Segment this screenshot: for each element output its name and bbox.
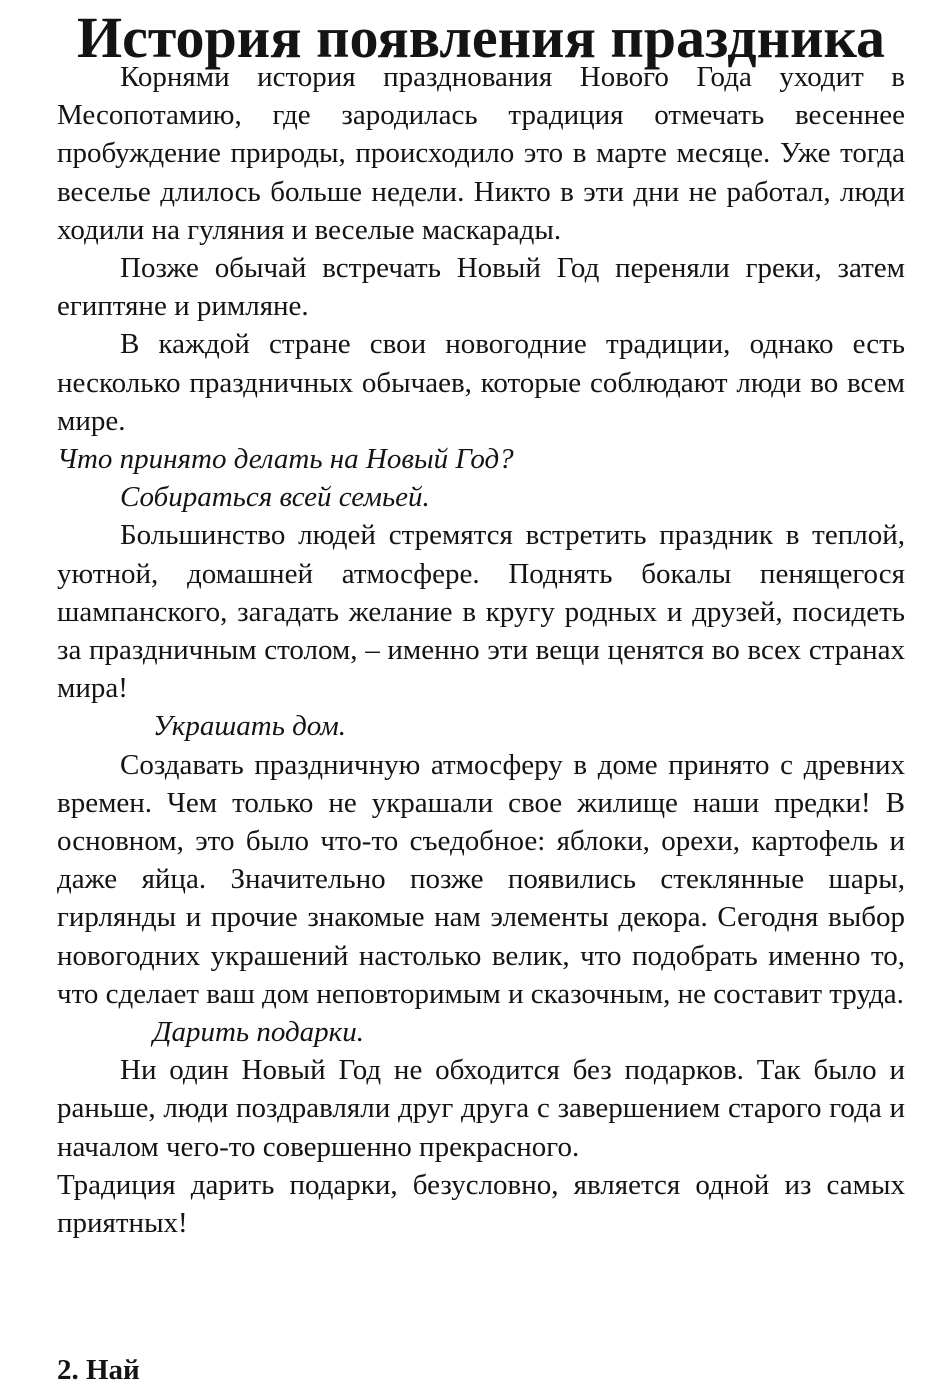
paragraph-gifts: Ни один Новый Год не обходится без подарков. Так было и раньше, люди поздравляли друг друга с завершением старого года и началом чего-то совершенно прекрасного. <box>57 1054 905 1163</box>
paragraph-decorate: Создавать праздничную атмосферу в доме принято с древних времен. Чем только не украшали свое жилище наши предки! В основном, это было что-то съедобное: яблоки, орехи, картофель и даже яйца. Значительно позже появились стеклянные шары, гирлянды и прочие знакомые нам элементы декора. Сегодня выбор новогодних украшений настолько велик, что подобрать именно то, что сделает ваш дом неповторимым и сказочным, не составит труда. <box>57 748 905 1010</box>
subheading-gifts: Дарить подарки. <box>153 1016 364 1049</box>
paragraph-gifts-tradition: Традиция дарить подарки, безусловно, является одной из самых приятных! <box>57 1168 905 1240</box>
cut-off-line <box>57 1354 905 1386</box>
paragraph-traditions: В каждой стране свои новогодние традиции, однако есть несколько праздничных обычаев, которые соблюдают люди во всем мире. <box>57 328 905 437</box>
paragraph-greeks: Позже обычай встречать Новый Год переняли греки, затем египтяне и римляне. <box>57 252 905 323</box>
paragraph-family: Большинство людей стремятся встретить праздник в теплой, уютной, домашней атмосфере. Поднять бокалы пенящегося шампанского, загадать желание в кругу родных и друзей, посидеть за праздничным столом, – именно эти вещи ценятся во всех странах мира! <box>57 519 905 705</box>
question-heading: Что принято делать на Новый Год? <box>57 443 514 476</box>
document-title: История появления праздника <box>76 5 886 70</box>
cut-off-text: 2. Най <box>57 1354 140 1386</box>
subheading-decorate: Украшать дом. <box>153 710 346 743</box>
paragraph-origin: Корнями история празднования Нового Года уходит в Месопотамию, где зародилась традиция отмечать весеннее пробуждение природы, происходило это в марте месяце. Уже тогда веселье длилось больше недели. Никто в эти дни не работал, люди ходили на гуляния и веселые маскарады. <box>57 61 905 246</box>
subheading-family: Собираться всей семьей. <box>120 481 430 514</box>
document-page <box>57 5 905 1242</box>
